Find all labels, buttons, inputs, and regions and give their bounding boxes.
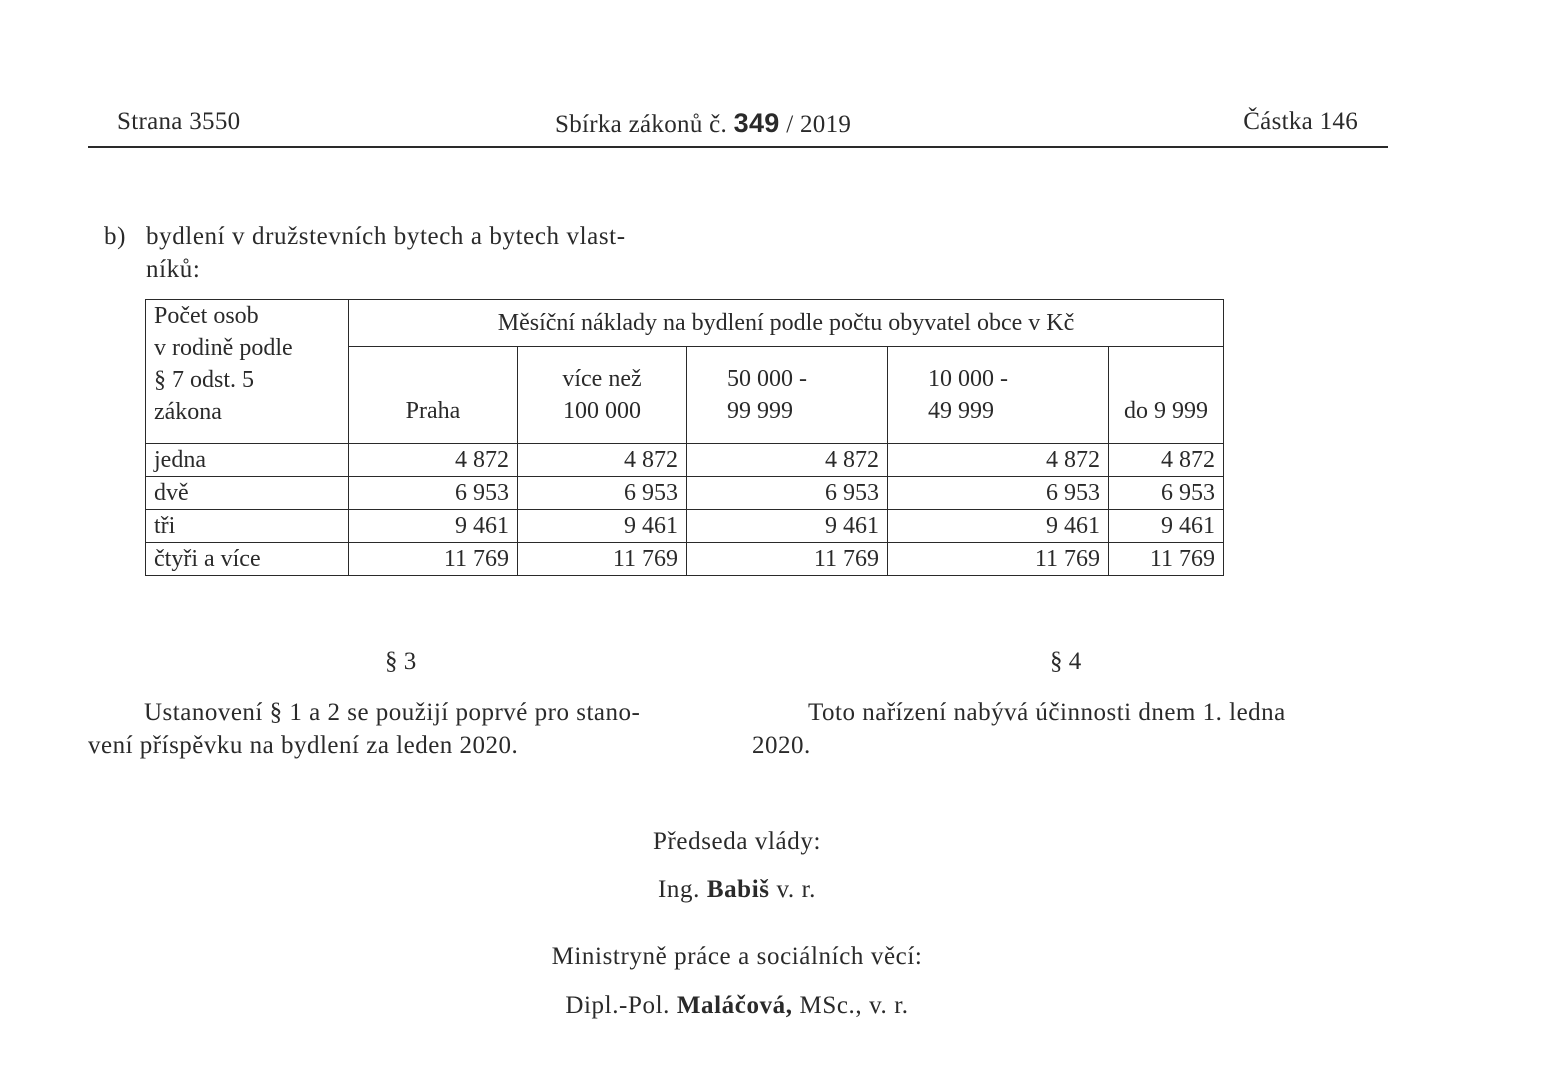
costs-header: Měsíční náklady na bydlení podle počtu obyvatel obce v Kč [349, 300, 1224, 347]
column-header: 50 000 - 99 999 [687, 347, 888, 444]
minister-name: Dipl.-Pol. Maláčová, MSc., v. r. [565, 992, 909, 1019]
item-marker: b) [104, 223, 127, 250]
collection-prefix: Sbírka zákonů č. [555, 111, 728, 138]
item-b [104, 220, 744, 286]
prime-minister-role: Předseda vlády: [653, 828, 821, 855]
minister-role: Ministryně práce a sociálních věcí: [551, 943, 923, 970]
collection-year: / 2019 [786, 111, 852, 138]
column-header: více než 100 000 [518, 347, 687, 444]
page-number: Strana 3550 [117, 108, 241, 135]
housing-costs-table [145, 299, 1224, 576]
section-4-text: Toto nařízení nabývá účinnosti dnem 1. ledna 2020. [752, 699, 1286, 759]
column-header: 10 000 - 49 999 [888, 347, 1109, 444]
table-row: jedna 4 872 4 872 4 872 4 872 4 872 [146, 444, 1224, 477]
header-rule [88, 146, 1388, 148]
collection-title [555, 108, 851, 139]
section-3-title: § 3 [385, 648, 417, 675]
law-number: 349 [733, 108, 780, 138]
table-row: dvě 6 953 6 953 6 953 6 953 6 953 [146, 477, 1224, 510]
item-text-line1: bydlení v družstevních bytech a bytech vlast- [146, 223, 626, 250]
section-3-text: Ustanovení § 1 a 2 se použijí poprvé pro stano- vení příspěvku na bydlení za leden 2020. [88, 699, 641, 759]
table-row: tři 9 461 9 461 9 461 9 461 9 461 [146, 510, 1224, 543]
prime-minister-name: Ing. Babiš v. r. [657, 876, 817, 903]
table-row: čtyři a více 11 769 11 769 11 769 11 769 11 769 [146, 543, 1224, 576]
column-header: Praha [349, 347, 518, 444]
item-text-line2: níků: [146, 256, 201, 283]
column-header: do 9 999 [1109, 347, 1224, 444]
section-4-title: § 4 [1050, 648, 1082, 675]
persons-header: Počet osob v rodině podle § 7 odst. 5 zákona [146, 300, 349, 444]
part-number: Částka 146 [1243, 108, 1358, 135]
